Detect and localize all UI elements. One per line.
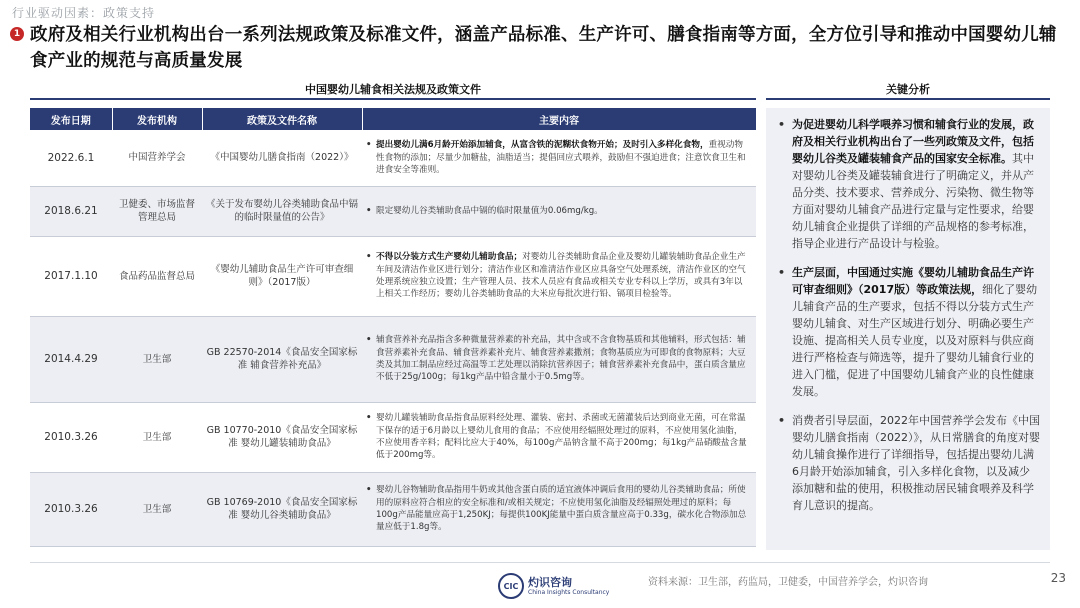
table-row	[30, 236, 756, 316]
cell-org: 卫生部	[112, 402, 202, 472]
table-caption: 中国婴幼儿辅食相关法规及政策文件	[30, 82, 756, 100]
cell-content	[362, 130, 756, 186]
table-row	[30, 130, 756, 186]
content-bullet	[366, 139, 750, 176]
headline	[10, 22, 1070, 74]
content-bullet	[366, 251, 750, 301]
content-text	[376, 251, 750, 301]
cell-content	[362, 402, 756, 472]
company-logo	[498, 573, 609, 599]
logo-subtitle: China Insights Consultancy	[528, 588, 610, 596]
content-bullet	[366, 412, 750, 462]
content-text	[376, 205, 603, 217]
analysis-normal: 细化了婴幼儿辅食产品的生产要求，包括不得以分装方式生产婴幼儿辅食、对生产区域进行划分、明确必要生产设施、提高相关人员专业度，以及对原料与供应商进行严格检查与筛选等，提升了婴幼儿辅食行业的进入门槛，促进了中国婴幼儿辅食产业的良性健康发展。	[792, 283, 1038, 398]
logo-name: 灼识咨询	[528, 575, 572, 589]
cell-name: 《关于发布婴幼儿谷类辅助食品中镉的临时限量值的公告》	[202, 186, 362, 236]
headline-text: 政府及相关行业机构出台一系列法规政策及标准文件，涵盖产品标准、生产许可、膳食指南等方面，全方位引导和推动中国婴幼儿辅食产业的规范与高质量发展	[30, 25, 1057, 71]
cell-content	[362, 236, 756, 316]
cell-name: 《中国婴幼儿膳食指南（2022）》	[202, 130, 362, 186]
content-text	[376, 139, 750, 176]
table-row	[30, 186, 756, 236]
cell-name: GB 10769-2010《食品安全国家标准 婴幼儿谷类辅助食品》	[202, 472, 362, 546]
analysis-text	[792, 116, 1040, 252]
cell-name: 《婴幼儿辅助食品生产许可审查细则》（2017版）	[202, 236, 362, 316]
header-org: 发布机构	[112, 108, 202, 130]
table-row	[30, 402, 756, 472]
analysis-bold: 为促进婴幼儿科学喂养习惯和辅食行业的发展，政府及相关行业机构出台了一些列政策及文件，包括婴幼儿谷类及罐装辅食产品的国家安全标准。	[792, 118, 1034, 165]
content-text	[376, 484, 750, 534]
table-header-row	[30, 108, 756, 130]
cell-content	[362, 316, 756, 402]
page-number: 23	[1050, 571, 1066, 585]
policy-table-section	[30, 82, 756, 547]
number-badge: 1	[10, 27, 24, 41]
content-normal: 婴幼儿罐装辅助食品指食品原料经处理、灌装、密封、杀菌或无菌灌装后达到商业无菌，可在常温下保存的适于6月龄以上婴幼儿食用的食品；不应使用经辐照处理过的原料，不应使用氢化油脂，不应使用香辛料；配料比应大于40%，每100g产品钠含量不高于200mg；每1kg产品硝酸盐含量低于200mg等。	[376, 413, 747, 461]
analysis-item	[778, 412, 1040, 514]
cell-date: 2010.3.26	[30, 472, 112, 546]
header-content: 主要内容	[362, 108, 756, 130]
header-date: 发布日期	[30, 108, 112, 130]
analysis-item	[778, 264, 1040, 400]
content-text	[376, 412, 750, 462]
bullet-dot-icon: •	[366, 413, 372, 424]
logo-mark: CIC	[498, 573, 524, 599]
content-bullet	[366, 334, 750, 384]
content-normal: 婴幼儿谷物辅助食品指用牛奶或其他含蛋白质的适宜液体冲调后食用的婴幼儿谷类辅助食品；所使用的原料应符合相应的安全标准和/或相关规定；不应使用氢化油脂及经辐照处理过的原料；每100g产品能量应高于1,250KJ；每提供100KJ能量中蛋白质含量应高于0.33g，碳水化合物添加总量应低于1.8g等。	[376, 485, 747, 533]
content-bullet	[366, 205, 750, 217]
bullet-dot-icon: •	[366, 252, 372, 263]
table-row	[30, 316, 756, 402]
cell-date: 2018.6.21	[30, 186, 112, 236]
content-normal: 重视动物性食物的添加；尽量少加糖盐，油脂适当；提倡回应式喂养，鼓励但不强迫进食；注意饮食卫生和进食安全等准则。	[376, 140, 746, 175]
cell-org: 卫健委、市场监督管理总局	[112, 186, 202, 236]
section-label: 行业驱动因素：政策支持	[12, 6, 156, 20]
analysis-item	[778, 116, 1040, 252]
policy-table	[30, 108, 757, 547]
content-bullet	[366, 484, 750, 534]
analysis-normal: 消费者引导层面，2022年中国营养学会发布《中国婴幼儿膳食指南（2022）》，从日常膳食的角度对婴幼儿辅食操作进行了详细指导，包括提出婴幼儿满6月龄开始添加辅食，引入多样化食物，以及减少添加糖和盐的使用，积极推动居民辅食喂养及科学育儿意识的提高。	[792, 414, 1040, 512]
bullet-dot-icon: •	[778, 266, 786, 279]
cell-date: 2017.1.10	[30, 236, 112, 316]
cell-org: 食品药品监督总局	[112, 236, 202, 316]
bullet-dot-icon: •	[778, 118, 786, 131]
bullet-dot-icon: •	[778, 414, 786, 427]
bullet-dot-icon: •	[366, 335, 372, 346]
cell-content	[362, 186, 756, 236]
key-analysis-panel	[766, 108, 1050, 550]
key-analysis-heading: 关键分析	[766, 82, 1050, 100]
analysis-bold: 生产层面，中国通过实施《婴幼儿辅助食品生产许可审查细则》（2017版）等政策法规，	[792, 266, 1034, 296]
cell-name: GB 22570-2014《食品安全国家标准 辅食营养补充品》	[202, 316, 362, 402]
cell-date: 2010.3.26	[30, 402, 112, 472]
content-normal: 限定婴幼儿谷类辅助食品中镉的临时限量值为0.06mg/kg。	[376, 205, 603, 216]
bullet-dot-icon: •	[366, 140, 372, 151]
content-text	[376, 334, 750, 384]
analysis-text	[792, 412, 1040, 514]
source-note: 资料来源：卫生部，药监局，卫健委，中国营养学会，灼识咨询	[648, 577, 928, 588]
cell-org: 中国营养学会	[112, 130, 202, 186]
content-bold: 不得以分装方式生产婴幼儿辅助食品；	[376, 252, 523, 263]
bullet-dot-icon: •	[366, 485, 372, 496]
bullet-dot-icon: •	[366, 205, 372, 216]
cell-org: 卫生部	[112, 472, 202, 546]
content-normal: 辅食营养补充品指含多种微量营养素的补充品，其中含或不含食物基质和其他辅料，形式包括：辅食营养素补充食品、辅食营养素补充片、辅食营养素撒剂；食物基质应为可即食的食物原料；大豆类及其加工制品应经过高温等工艺处理以消除抗营养因子；辅食营养素补充食品中，蛋白质含量应不低于25g/100g；每1kg产品中铅含量小于0.5mg等。	[376, 335, 746, 383]
cell-date: 2014.4.29	[30, 316, 112, 402]
content-bold: 提出婴幼儿满6月龄开始添加辅食，从富含铁的泥糊状食物开始；及时引入多样化食物，	[376, 140, 709, 151]
table-row	[30, 472, 756, 546]
footer-divider	[30, 562, 1050, 563]
cell-org: 卫生部	[112, 316, 202, 402]
analysis-normal: 其中对婴幼儿谷类及罐装辅食进行了明确定义，并从产品分类、技术要求、营养成分、污染物、微生物等方面对婴幼儿辅食产品进行定量与定性要求，给婴幼儿辅食企业提供了详细的产品规格的参考标准，指导企业进行产品设计与检验。	[792, 152, 1034, 250]
content-normal: 对婴幼儿谷类辅助食品企业及婴幼儿罐装辅助食品企业生产车间及清洁作业区进行划分；清洁作业区和准清洁作业区应具备空气处理系统，清洁作业区的空气处理系统应独立设置；生产管理人员、技术人员应有食品或相关专业专科以上学历，或具有3年以上相关工作经历；婴幼儿谷类辅助食品的大米应每批次进行铅、镉项目检验等。	[376, 252, 746, 300]
analysis-text	[792, 264, 1040, 400]
cell-date: 2022.6.1	[30, 130, 112, 186]
cell-name: GB 10770-2010《食品安全国家标准 婴幼儿罐装辅助食品》	[202, 402, 362, 472]
cell-content	[362, 472, 756, 546]
header-name: 政策及文件名称	[202, 108, 362, 130]
